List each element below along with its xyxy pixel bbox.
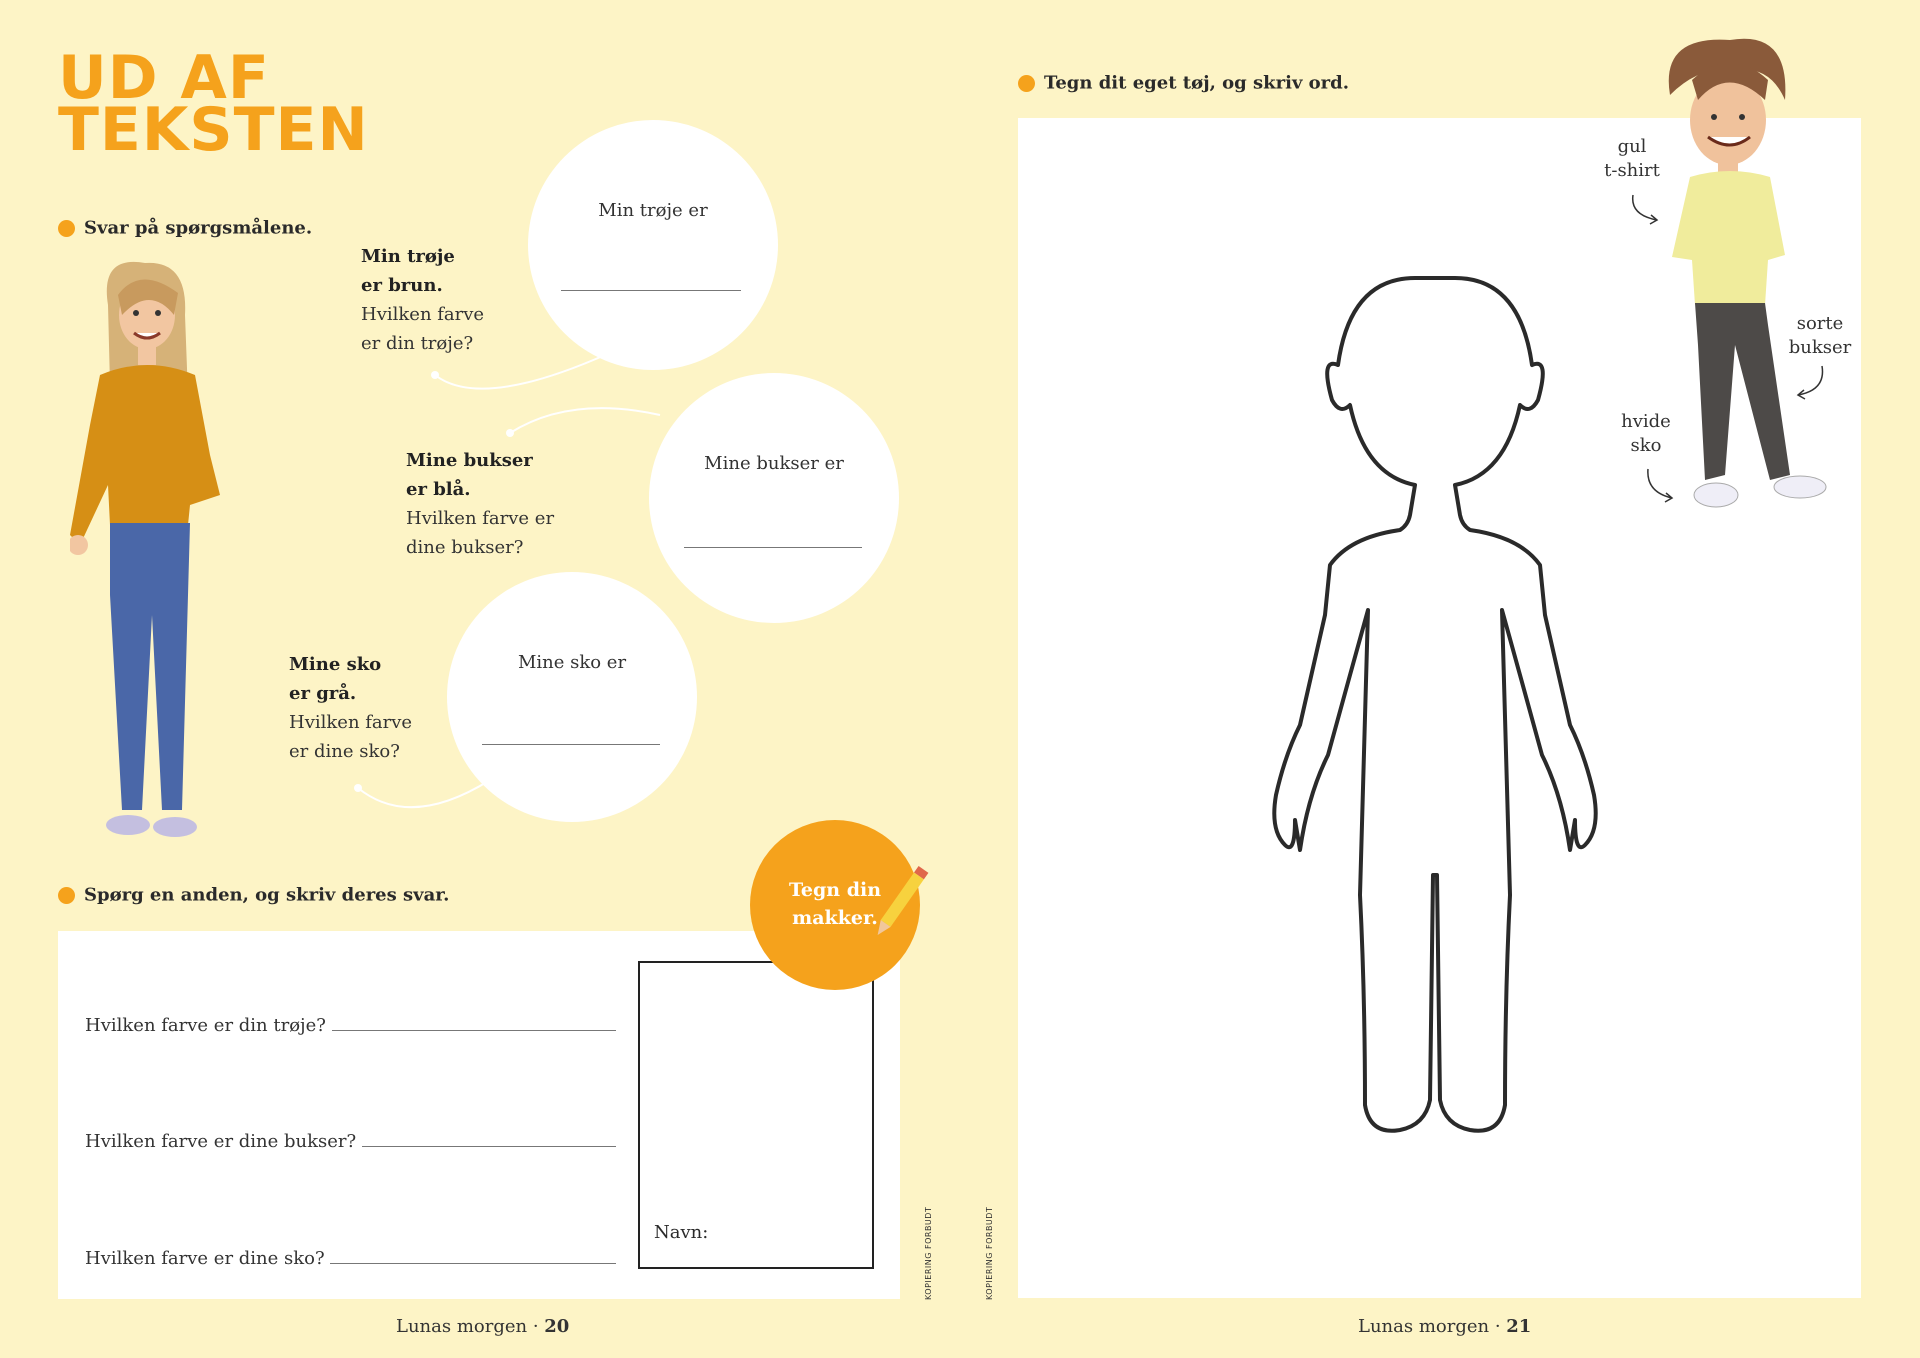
label-black-pants: sorte bukser xyxy=(1788,313,1852,358)
interview-question: Hvilken farve er dine bukser? xyxy=(85,1131,357,1152)
instruction-answer-questions: Svar på spørgsmålene. xyxy=(58,217,312,239)
footer-right xyxy=(1358,1316,1531,1337)
interview-answer-line[interactable] xyxy=(332,1030,616,1031)
label-white-shoes: hvide sko xyxy=(1621,411,1671,456)
arrow-shoes-icon xyxy=(1640,466,1680,506)
answer-circle-shirt xyxy=(528,120,778,370)
question-bold-line: Mine bukser xyxy=(406,450,533,471)
body-outline xyxy=(1250,275,1630,1145)
question-bold-line: er grå. xyxy=(289,683,357,704)
badge-line-1: Tegn din xyxy=(788,879,882,901)
answer-circle-shoes xyxy=(447,572,697,822)
page-number: 20 xyxy=(544,1316,570,1337)
page-number: 21 xyxy=(1506,1316,1532,1337)
bullet-dot-icon xyxy=(58,887,75,904)
interview-answer-line[interactable] xyxy=(330,1263,616,1264)
name-label: Navn: xyxy=(654,1222,709,1243)
arrow-shirt-icon xyxy=(1625,190,1665,230)
question-bold-line: er brun. xyxy=(361,275,443,296)
question-line: Hvilken farve xyxy=(289,712,413,733)
circle-label: Mine sko er xyxy=(517,652,627,673)
circle-label: Mine bukser er xyxy=(704,453,844,474)
label-yellow-shirt: gul t-shirt xyxy=(1604,136,1660,181)
interview-question: Hvilken farve er dine sko? xyxy=(85,1248,325,1269)
question-line: Hvilken farve xyxy=(361,304,485,325)
answer-line-shoes[interactable] xyxy=(482,744,660,745)
question-line: er dine sko? xyxy=(289,741,400,762)
pencil-icon xyxy=(870,858,930,948)
bullet-dot-icon xyxy=(58,220,75,237)
interview-row-pants xyxy=(85,1131,616,1152)
footer-text: Lunas morgen · xyxy=(1358,1316,1507,1337)
interview-box xyxy=(58,931,900,1299)
copyright-notice-right: KOPIERING FORBUDT xyxy=(985,1206,994,1300)
title-line-2: TEKSTEN xyxy=(58,95,369,165)
interview-question: Hvilken farve er din trøje? xyxy=(85,1015,326,1036)
answer-line-pants[interactable] xyxy=(684,547,862,548)
copyright-notice-left: KOPIERING FORBUDT xyxy=(924,1206,933,1300)
question-line: dine bukser? xyxy=(406,537,524,558)
badge-line-2: makker. xyxy=(792,907,878,929)
instruction-draw-clothes: Tegn dit eget tøj, og skriv ord. xyxy=(1018,72,1349,94)
instruction-ask-someone: Spørg en anden, og skriv deres svar. xyxy=(58,884,449,906)
bullet-dot-icon xyxy=(1018,75,1035,92)
arrow-pants-icon xyxy=(1792,362,1832,402)
question-line: Hvilken farve er xyxy=(406,508,555,529)
answer-circle-pants xyxy=(649,373,899,623)
title-line-1: UD AF xyxy=(58,43,270,113)
question-bold-line: Min trøje xyxy=(361,246,455,267)
question-bold-line: Mine sko xyxy=(289,654,382,675)
circle-label: Min trøje er xyxy=(598,200,708,221)
question-block-shirt xyxy=(361,242,484,358)
answer-line-shirt[interactable] xyxy=(561,290,741,291)
question-line: er din trøje? xyxy=(361,333,474,354)
question-bold-line: er blå. xyxy=(406,479,471,500)
footer-text: Lunas morgen · xyxy=(396,1316,545,1337)
interview-row-shoes xyxy=(85,1248,616,1269)
interview-answer-line[interactable] xyxy=(362,1146,616,1147)
interview-row-shirt xyxy=(85,1015,616,1036)
footer-left xyxy=(396,1316,569,1337)
girl-illustration xyxy=(70,255,270,855)
page-title xyxy=(58,43,369,165)
partner-drawing-frame[interactable] xyxy=(638,961,874,1269)
